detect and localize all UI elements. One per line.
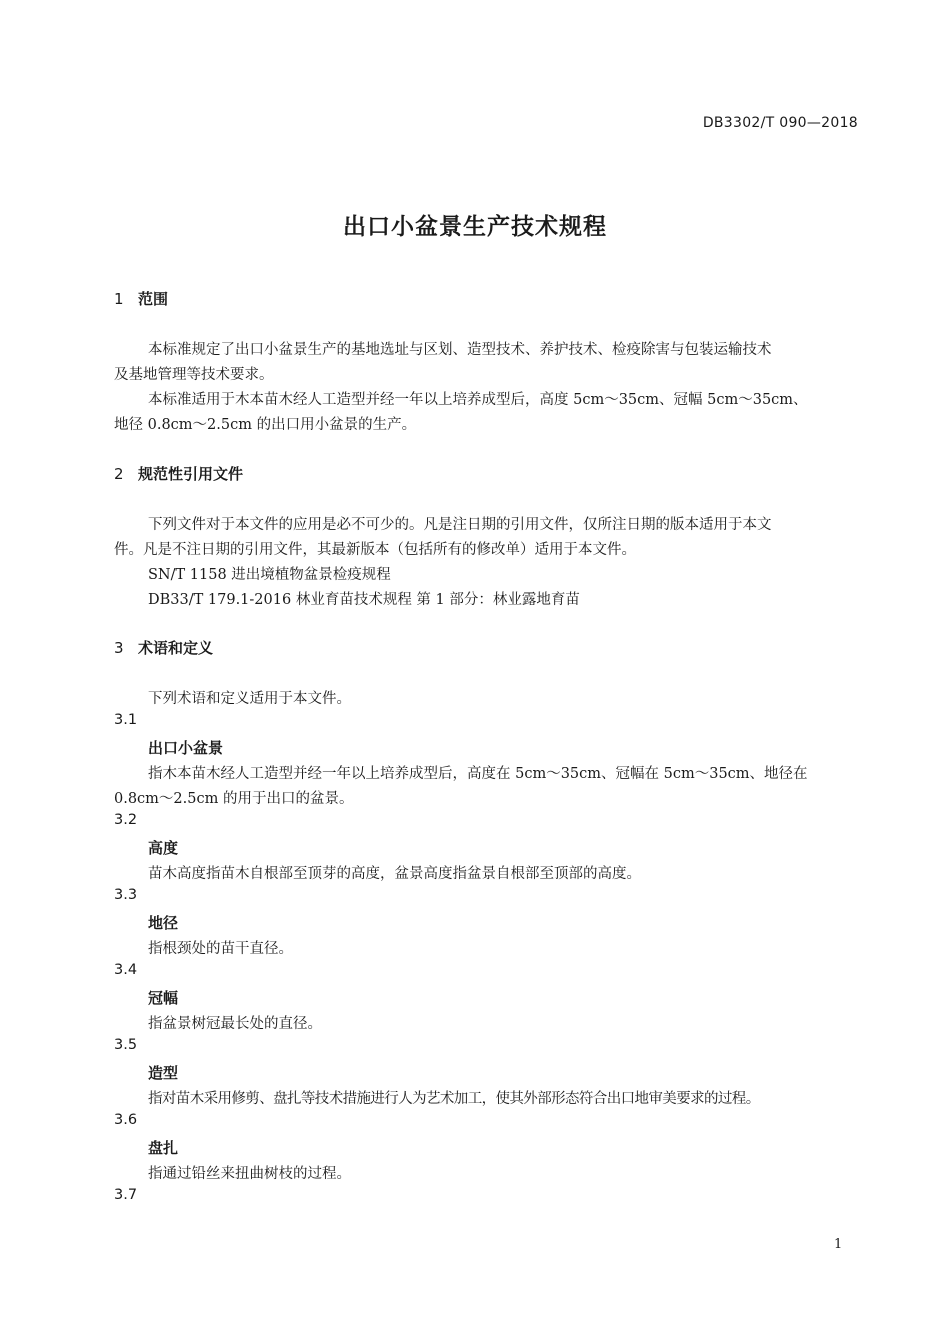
term-number: 3.2 [114, 812, 138, 828]
term-definition: 指对苗木采用修剪、盘扎等技术措施进行人为艺术加工，使其外部形态符合出口地审美要求的过程。 [148, 1091, 760, 1107]
section-title: 规范性引用文件 [138, 465, 244, 483]
paragraph-line: 下列文件对于本文件的应用是必不可少的。凡是注日期的引用文件，仅所注日期的版本适用于本文 [148, 517, 772, 533]
section-number: 1 [114, 290, 124, 308]
term-name: 出口小盆景 [148, 739, 224, 757]
term-number: 3.4 [114, 962, 138, 978]
section-number: 3 [114, 639, 124, 657]
term-definition: 指盆景树冠最长处的直径。 [148, 1016, 322, 1032]
paragraph-line: 本标准规定了出口小盆景生产的基地选址与区划、造型技术、养护技术、检疫除害与包装运输技术 [148, 342, 772, 358]
term-definition: 指通过铅丝来扭曲树枝的过程。 [148, 1166, 351, 1182]
reference-item: DB33/T 179.1-2016 林业育苗技术规程 第 1 部分：林业露地育苗 [148, 592, 580, 608]
section-number: 2 [114, 465, 124, 483]
term-name: 高度 [148, 839, 179, 857]
paragraph-line: 下列术语和定义适用于本文件。 [148, 691, 351, 707]
term-name: 造型 [148, 1064, 179, 1082]
document-title: 出口小盆景生产技术规程 [343, 214, 607, 240]
reference-item: SN/T 1158 进出境植物盆景检疫规程 [148, 567, 391, 583]
term-name: 冠幅 [148, 989, 179, 1007]
page-number: 1 [834, 1237, 843, 1252]
section-title: 范围 [138, 290, 169, 308]
paragraph-line: 及基地管理等技术要求。 [114, 367, 274, 383]
section-3-heading [114, 637, 213, 658]
term-name: 地径 [148, 914, 179, 932]
term-number: 3.6 [114, 1112, 138, 1128]
section-1-heading [114, 288, 168, 309]
term-number: 3.7 [114, 1187, 138, 1203]
term-definition: 指根颈处的苗干直径。 [148, 941, 293, 957]
term-name: 盘扎 [148, 1139, 179, 1157]
term-definition: 0.8cm～2.5cm 的用于出口的盆景。 [114, 791, 354, 807]
section-title: 术语和定义 [138, 639, 214, 657]
paragraph-line: 地径 0.8cm～2.5cm 的出口用小盆景的生产。 [114, 417, 417, 433]
paragraph-line: 本标准适用于木本苗木经人工造型并经一年以上培养成型后，高度 5cm～35cm、冠幅 5cm～35cm、 [148, 392, 808, 408]
term-definition: 指木本苗木经人工造型并经一年以上培养成型后，高度在 5cm～35cm、冠幅在 5cm～35cm、地径在 [148, 766, 808, 782]
term-number: 3.5 [114, 1037, 138, 1053]
term-definition: 苗木高度指苗木自根部至顶芽的高度，盆景高度指盆景自根部至顶部的高度。 [148, 866, 641, 882]
term-number: 3.3 [114, 887, 138, 903]
section-2-heading [114, 463, 243, 484]
term-number: 3.1 [114, 712, 138, 728]
standard-code: DB3302/T 090—2018 [702, 115, 858, 131]
paragraph-line: 件。凡是不注日期的引用文件，其最新版本（包括所有的修改单）适用于本文件。 [114, 542, 636, 558]
